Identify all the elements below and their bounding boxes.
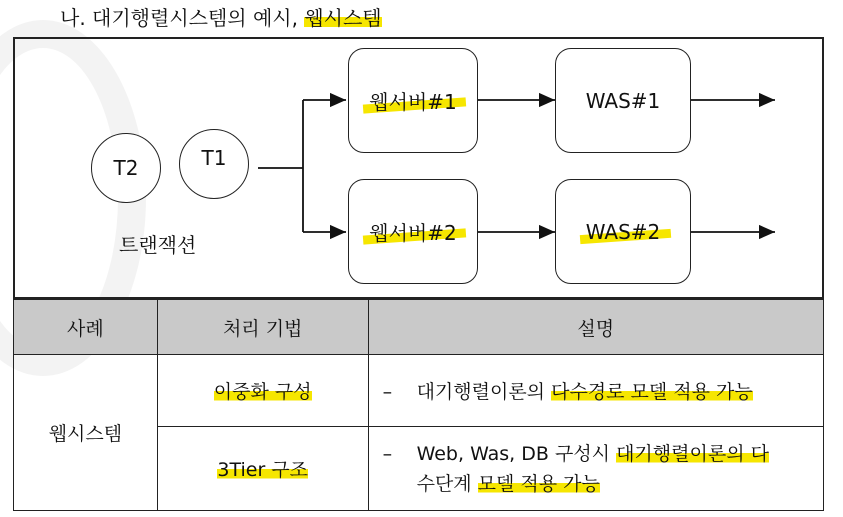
description-cell: – 대기행렬이론의 다수경로 모델 적용 가능 [368, 355, 823, 427]
queue-system-diagram [13, 37, 824, 299]
transaction-label: 트랜잭션 [119, 233, 197, 257]
header-case: 사례 [14, 300, 158, 355]
header-technique: 처리 기법 [157, 300, 368, 355]
technique-cell: 이중화 구성 [157, 355, 368, 427]
table-header-row [14, 300, 824, 355]
header-description: 설명 [368, 300, 823, 355]
was-server-2: WAS#2 [555, 179, 691, 284]
web-server-2: 웹서버#2 [348, 179, 478, 284]
description-cell: – Web, Was, DB 구성시 대기행렬이론의 다 수단계 모델 적용 가능 [368, 427, 823, 511]
web-server-1: 웹서버#1 [348, 48, 478, 153]
table-row [14, 355, 824, 427]
transaction-t2: T2 [91, 133, 161, 203]
section-title: 나. 대기행렬시스템의 예시, 웹시스템 [60, 6, 382, 30]
technique-table [13, 299, 824, 511]
case-cell: 웹시스템 [14, 355, 158, 511]
technique-cell: 3Tier 구조 [157, 427, 368, 511]
transaction-t1: T1 [179, 129, 249, 199]
was-server-1: WAS#1 [555, 48, 691, 153]
title-highlight: 웹시스템 [304, 6, 382, 30]
